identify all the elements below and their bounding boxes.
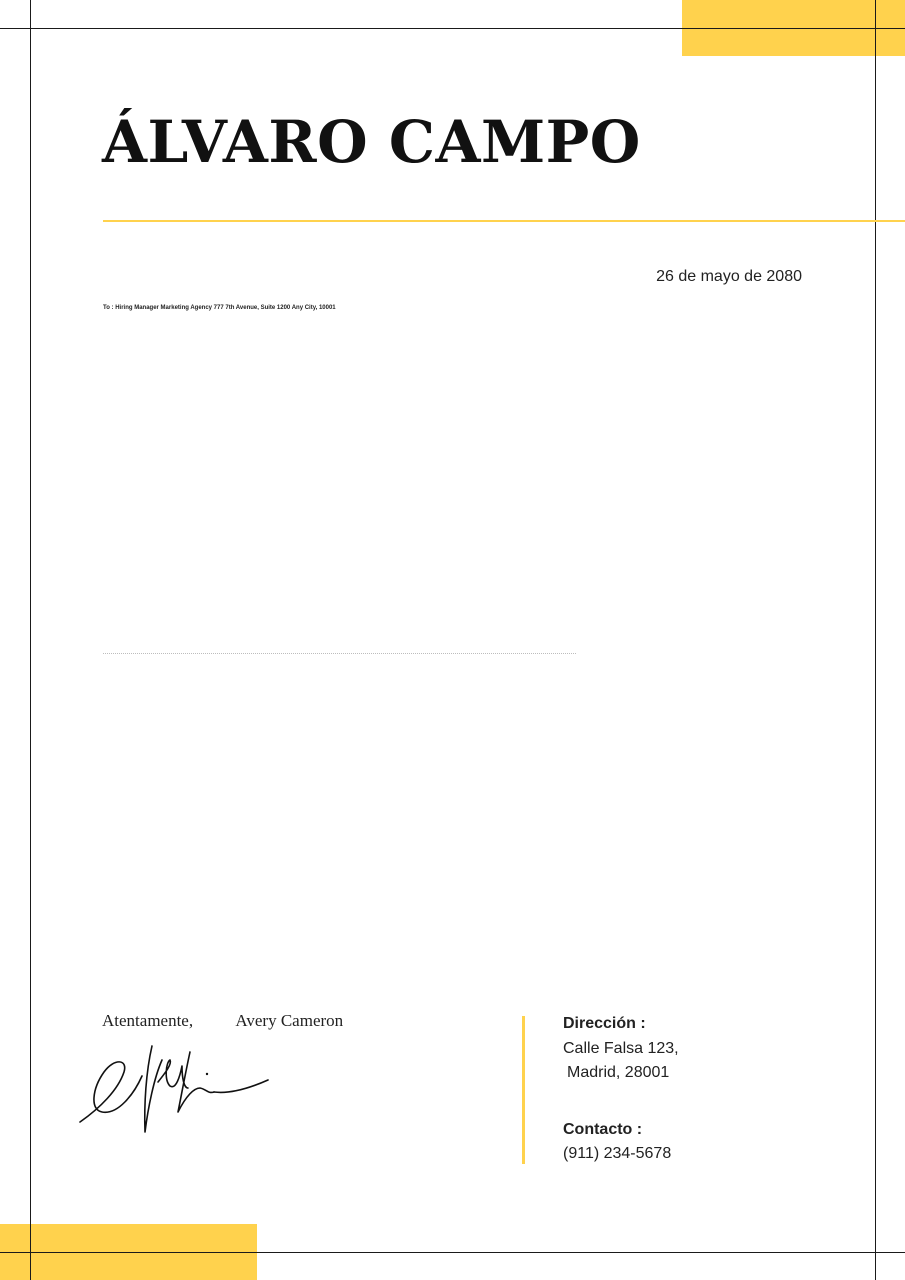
closing-text: Atentamente,: [102, 1011, 194, 1030]
name-underline: [103, 220, 905, 222]
closing-block: [102, 1011, 343, 1031]
letter-date: 26 de mayo de 2080: [656, 268, 802, 285]
frame-line-left: [30, 0, 31, 1280]
recipient-line: To : Hiring Manager Marketing Agency 777 7th Avenue, Suite 1200 Any City, 10001: [103, 305, 336, 311]
frame-line-right: [875, 0, 876, 1280]
frame-line-bottom: [0, 1252, 905, 1253]
frame-line-top: [0, 28, 905, 29]
contact-block: [563, 1012, 679, 1167]
body-divider: [103, 653, 576, 654]
address-line-1: Calle Falsa 123,: [563, 1039, 679, 1057]
sender-name: ÁLVARO CAMPO: [102, 108, 641, 176]
signature-icon: [78, 1042, 273, 1137]
contact-label: Contacto :: [563, 1120, 643, 1138]
phone-number: (911) 234-5678: [563, 1145, 672, 1162]
contact-divider: [522, 1016, 525, 1164]
signer-name: Avery Cameron: [235, 1011, 344, 1030]
address-label: Dirección :: [563, 1015, 646, 1032]
address-line-2: Madrid, 28001: [567, 1064, 670, 1081]
